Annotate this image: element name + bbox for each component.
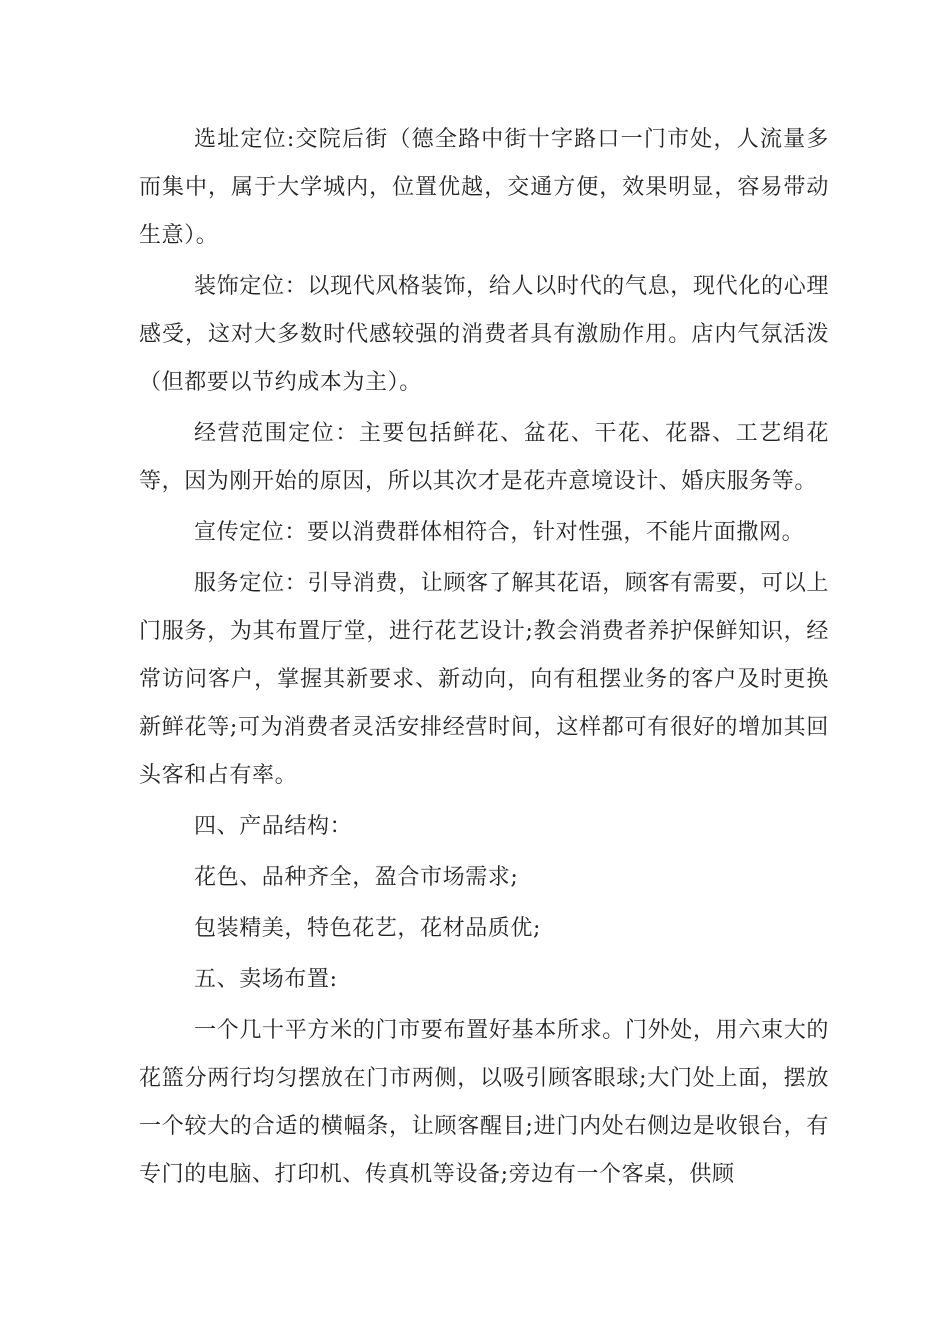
paragraph-business-scope: 经营范围定位：主要包括鲜花、盆花、干花、花器、工艺绢花等，因为刚开始的原因，所以其次才是花卉意境设计、婚庆服务等。 <box>139 421 829 494</box>
paragraph-service-positioning: 服务定位：引导消费，让顾客了解其花语，顾客有需要，可以上门服务，为其布置厅堂，进行花艺设计;教会消费者养护保鲜知识，经常访问客户，掌握其新要求、新动向，向有租摆业务的客户及时更换新鲜花等;可为消费者灵活安排经营时间，这样都可有很好的增加其回头客和占有率。 <box>139 571 829 788</box>
paragraph-product-packaging: 包装精美，特色花艺，花材品质优; <box>194 916 542 941</box>
paragraph-site-location: 选址定位:交院后街（德全路中街十字路口一门市处，人流量多而集中，属于大学城内，位置优越，交通方便，效果明显，容易带动生意）。 <box>139 127 829 248</box>
paragraph-promotion-positioning: 宣传定位：要以消费群体相符合，针对性强，不能片面撒网。 <box>194 520 805 545</box>
document-body <box>139 116 829 1202</box>
section-heading-product-structure: 四、产品结构： <box>194 814 353 839</box>
paragraph-product-variety: 花色、品种齐全，盈合市场需求; <box>194 865 519 890</box>
paragraph-decoration-positioning: 装饰定位：以现代风格装饰，给人以时代的气息，现代化的心理感受，这对大多数时代感较强的消费者具有激励作用。店内气氛活泼（但都要以节约成本为主）。 <box>139 274 829 395</box>
paragraph-store-layout: 一个几十平方米的门市要布置好基本所求。门外处，用六束大的花篮分两行均匀摆放在门市两侧，以吸引顾客眼球;大门处上面，摆放一个较大的合适的横幅条，让顾客醒目;进门内处右侧边是收银台，有专门的电脑、打印机、传真机等设备;旁边有一个客桌，供顾 <box>139 1018 829 1187</box>
section-heading-store-layout: 五、卖场布置: <box>194 967 338 992</box>
